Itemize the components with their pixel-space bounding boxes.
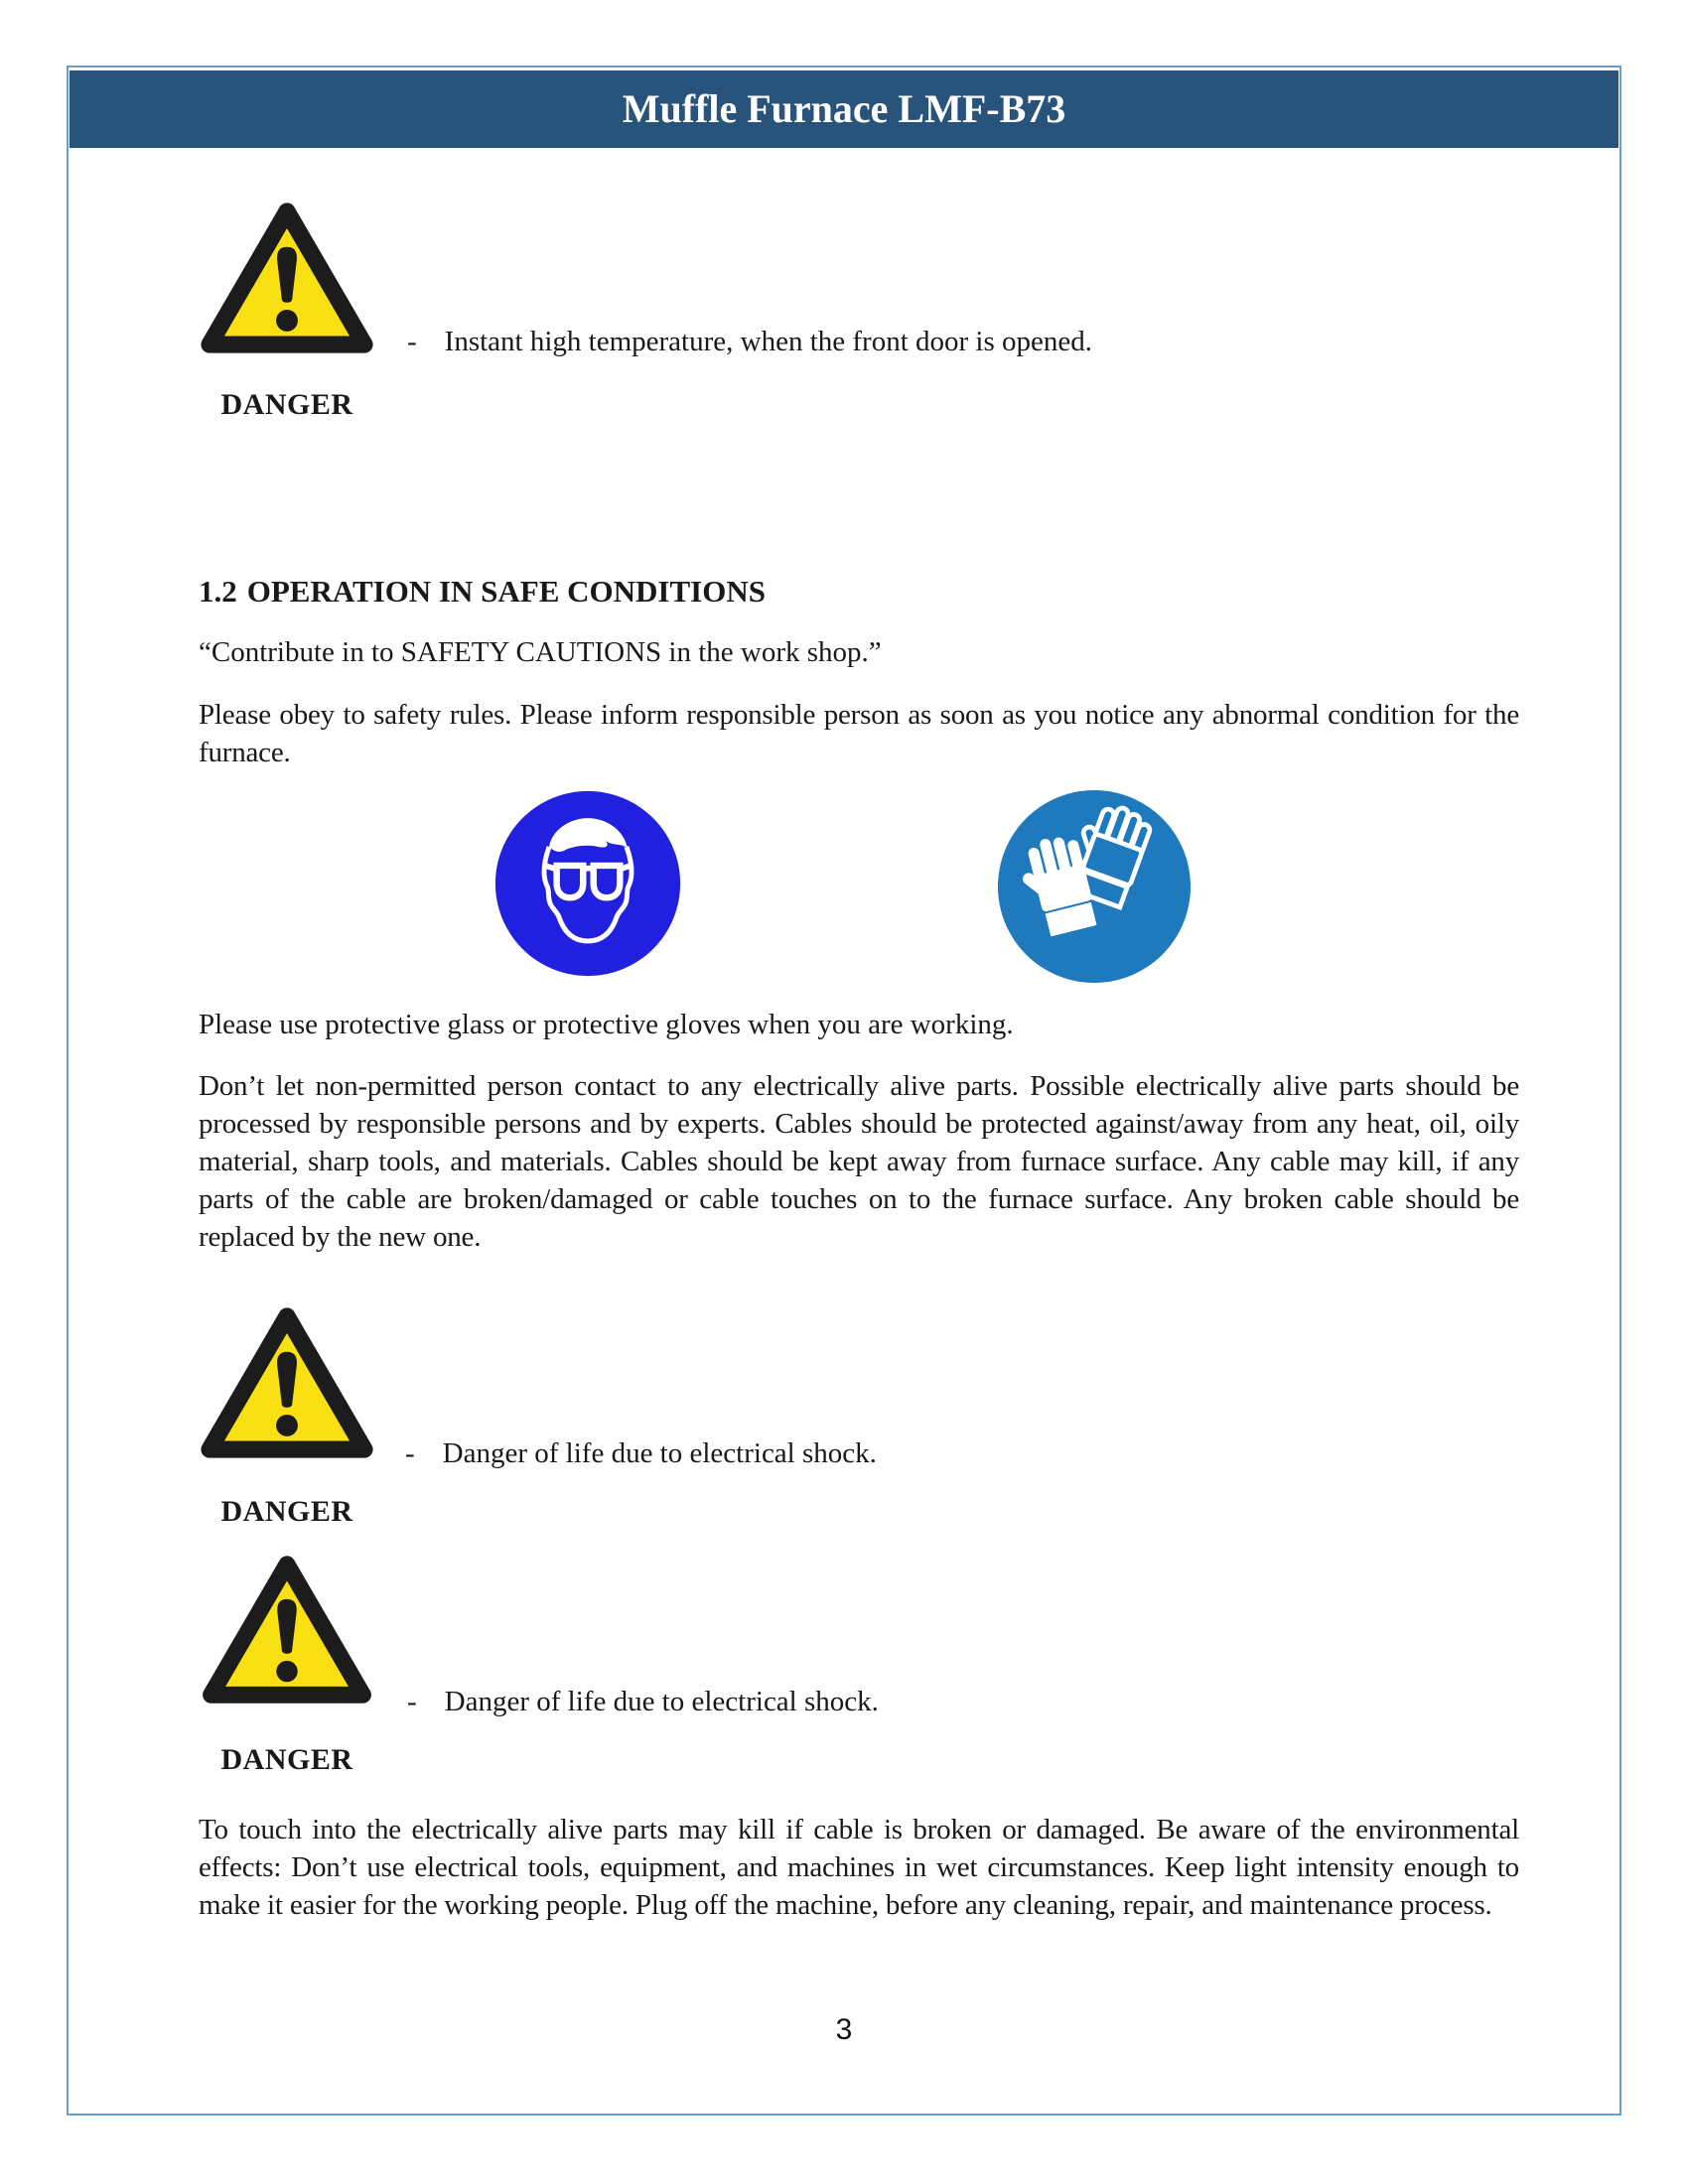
- bullet-dash: -: [407, 1686, 417, 1717]
- danger-note-text: Danger of life due to electrical shock.: [442, 1437, 877, 1469]
- bullet-dash: -: [405, 1437, 415, 1469]
- ppe-note: Please use protective glass or protective gloves when you are working.: [199, 1009, 1014, 1040]
- bullet-dash: -: [407, 326, 417, 357]
- danger-note-row: [407, 1685, 879, 1718]
- closing-paragraph: To touch into the electrically alive parts may kill if cable is broken or damaged. Be aware of the environmental effects: Don’t use electrical tools, equipment, and machines in wet circumstances. Keep light intensity enough to make it easier for the working people. Plug off the machine, before any cleaning, repair, and maintenance process.: [199, 1814, 1519, 1921]
- page-title: Muffle Furnace LMF-B73: [622, 86, 1066, 131]
- intro-paragraph: Please obey to safety rules. Please inform responsible person as soon as you notice any abnormal condition for the furnace.: [199, 699, 1519, 768]
- warning-triangle-icon: [199, 1305, 375, 1460]
- danger-note-row: [407, 325, 1092, 358]
- danger-label: DANGER: [220, 388, 353, 421]
- page-number: 3: [835, 2013, 853, 2046]
- warning-triangle-icon: [199, 201, 375, 355]
- danger-label: DANGER: [220, 1743, 353, 1776]
- wear-eye-protection-icon: [493, 789, 682, 978]
- wear-protective-gloves-icon: [996, 788, 1193, 985]
- danger-note-text: Danger of life due to electrical shock.: [444, 1686, 879, 1717]
- warning-triangle-icon: [200, 1554, 374, 1706]
- section-heading: [199, 574, 766, 610]
- section-title: OPERATION IN SAFE CONDITIONS: [246, 574, 766, 609]
- danger-note-row: [405, 1436, 877, 1470]
- section-quote: “Contribute in to SAFETY CAUTIONS in the work shop.”: [199, 636, 882, 668]
- danger-label: DANGER: [220, 1495, 353, 1528]
- danger-note-text: Instant high temperature, when the front door is opened.: [444, 326, 1092, 357]
- section-number: 1.2: [199, 574, 237, 609]
- electrical-safety-paragraph: Don’t let non-permitted person contact to any electrically alive parts. Possible electrically alive parts should be processed by responsible persons and by experts. Cables should be protected against/away from any heat, oil, oily material, sharp tools, and materials. Cables should be kept away from furnace surface. Any cable may kill, if any parts of the cable are broken/damaged or cable touches on to the furnace surface. Any broken cable should be replaced by the new one.: [199, 1070, 1519, 1253]
- page-header: [70, 70, 1618, 148]
